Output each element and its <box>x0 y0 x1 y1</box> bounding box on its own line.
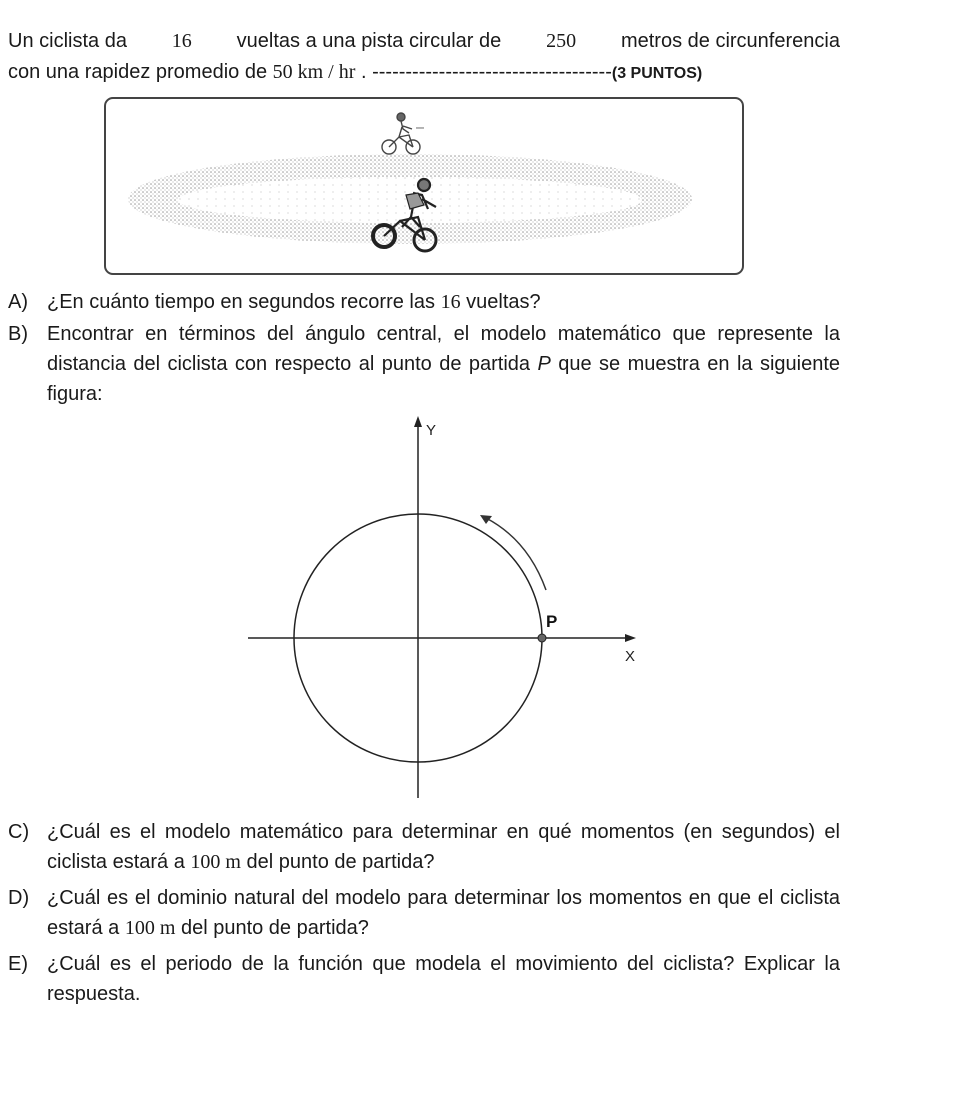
question-label: B) <box>8 323 28 345</box>
question-label: A) <box>8 291 28 313</box>
question-label: E) <box>8 953 28 975</box>
track-illustration <box>104 97 744 275</box>
direction-arrow <box>486 518 546 590</box>
x-axis-arrowhead <box>625 634 636 642</box>
circle-axes-figure <box>240 410 660 805</box>
points-label: (3 PUNTOS) <box>611 65 703 82</box>
question-text-part: que se muestra en la siguiente figura: <box>47 353 840 405</box>
question-d <box>8 883 840 943</box>
circumference-value: 250 <box>546 30 577 52</box>
question-text-part: ¿En cuánto tiempo en segundos recorre las <box>47 291 435 313</box>
distance-value: 100 m <box>124 917 176 939</box>
x-axis-label: X <box>625 648 636 665</box>
statement-text: metros de circunferencia <box>620 30 840 52</box>
question-a <box>8 287 840 317</box>
question-e <box>8 949 840 1009</box>
question-b <box>8 319 840 409</box>
question-text <box>47 287 840 317</box>
question-text <box>47 319 840 409</box>
statement-text: vueltas a una pista circular de <box>236 30 502 52</box>
question-text-part: ¿Cuál es el modelo matemático para determinar en qué momentos (en segundos) el ciclista estará a <box>47 821 840 873</box>
statement-text: con una rapidez promedio de <box>8 61 268 83</box>
question-text-part: del punto de partida? <box>180 917 369 939</box>
question-text <box>47 817 840 877</box>
speed-value: 50 km / hr <box>272 61 356 83</box>
statement-line-1 <box>8 26 840 57</box>
dotted-leader: . ------------------------------------ <box>360 61 612 83</box>
question-label: C) <box>8 821 30 843</box>
track-illustration-svg <box>106 99 744 275</box>
question-text <box>47 949 840 1009</box>
question-c <box>8 817 840 877</box>
question-text <box>47 883 840 943</box>
question-text-part: vueltas? <box>466 291 541 313</box>
question-text-part: ¿Cuál es el periodo de la función que modela el movimiento del ciclista? Explicar la respuesta. <box>47 953 840 1005</box>
laps-number: 16 <box>440 291 461 313</box>
cyclist-far-icon <box>382 113 424 154</box>
statement-line-2 <box>8 57 840 89</box>
question-text-part: ¿Cuál es el dominio natural del modelo para determinar los momentos en que el ciclista estará a <box>47 887 840 939</box>
question-label: D) <box>8 887 30 909</box>
question-text-part: del punto de partida? <box>246 851 435 873</box>
y-axis-label: Y <box>426 422 437 439</box>
point-variable: P <box>537 353 551 375</box>
point-p-label: P <box>546 612 558 631</box>
start-point-p <box>538 634 546 642</box>
problem-statement <box>8 26 840 89</box>
question-text-part: Encontrar en términos del ángulo central, el modelo matemático que represente la distancia del ciclista con respecto al punto de partida <box>47 323 840 375</box>
distance-value: 100 m <box>190 851 241 873</box>
y-axis-arrowhead <box>414 416 422 427</box>
statement-text: Un ciclista da <box>8 30 127 52</box>
laps-value: 16 <box>171 30 192 52</box>
